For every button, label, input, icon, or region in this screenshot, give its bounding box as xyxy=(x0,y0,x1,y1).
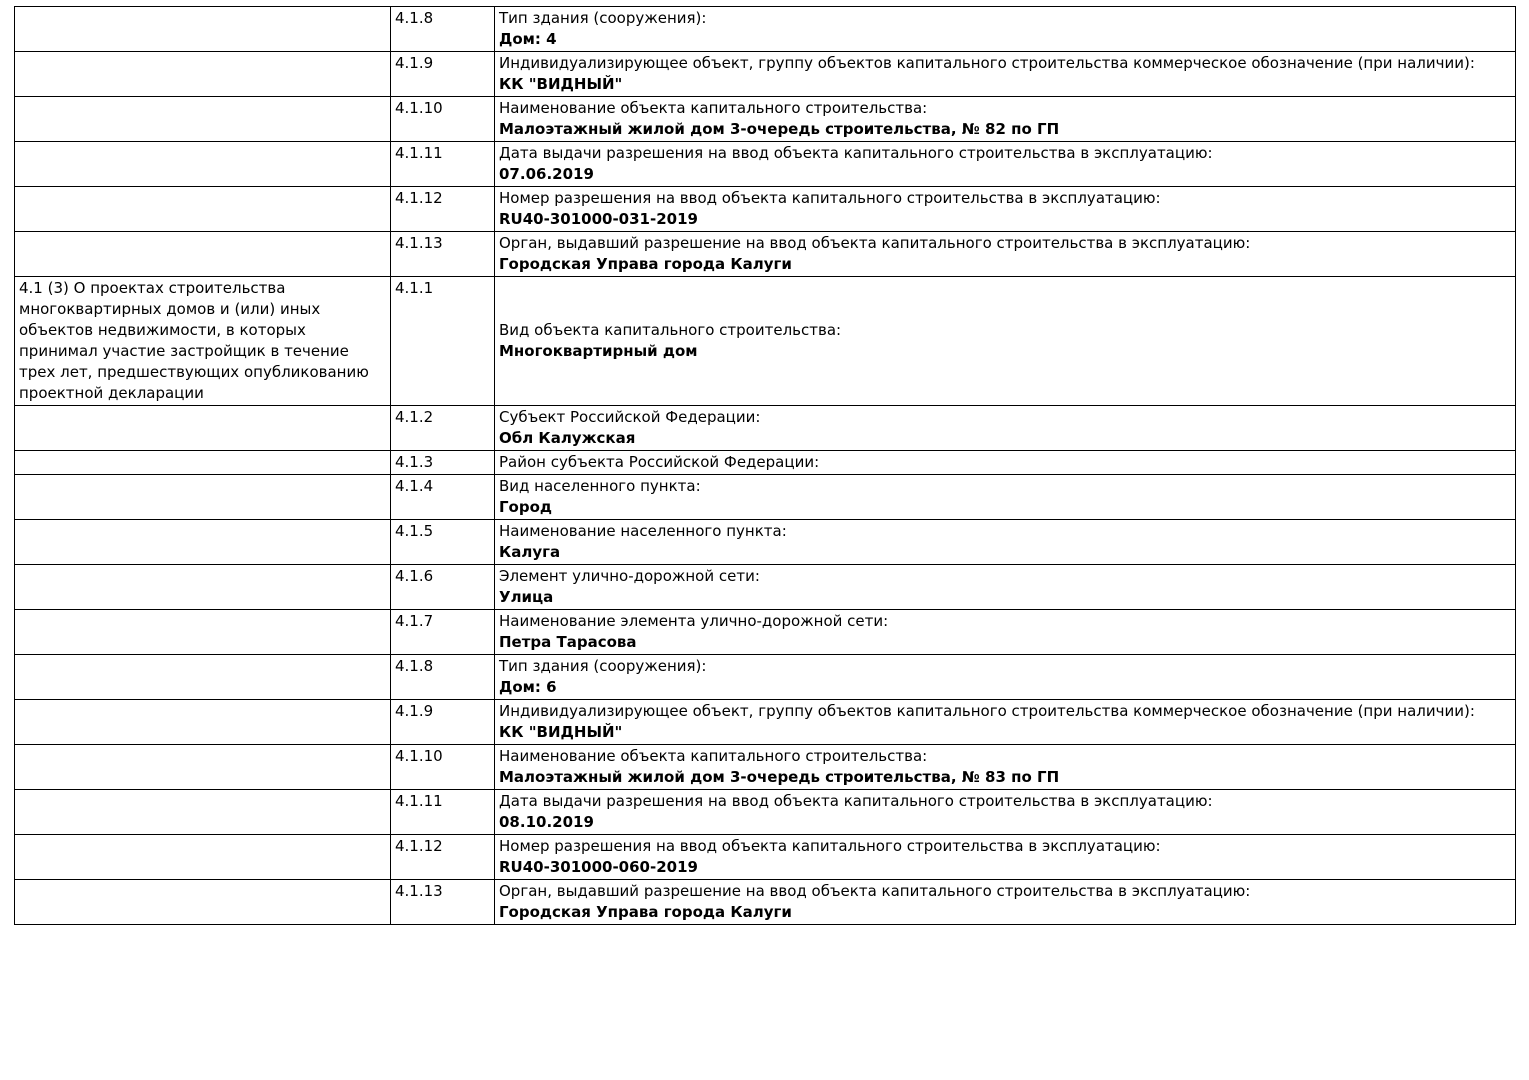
field-value: Калуга xyxy=(499,543,561,561)
table-row xyxy=(15,277,1516,406)
declaration-table-body xyxy=(15,7,1516,925)
code-cell: 4.1.2 xyxy=(391,406,495,451)
table-row xyxy=(15,142,1516,187)
field-label: Наименование объекта капитального строительства: xyxy=(499,747,928,765)
code-cell: 4.1.9 xyxy=(391,700,495,745)
field-value: Малоэтажный жилой дом 3-очередь строительства, № 83 по ГП xyxy=(499,768,1060,786)
field-label: Орган, выдавший разрешение на ввод объекта капитального строительства в эксплуатацию: xyxy=(499,234,1251,252)
field-value: Дом: 6 xyxy=(499,678,557,696)
content-cell xyxy=(495,52,1516,97)
code-cell: 4.1.6 xyxy=(391,565,495,610)
field-label: Район субъекта Российской Федерации: xyxy=(499,453,820,471)
content-cell xyxy=(495,835,1516,880)
field-value: Город xyxy=(499,498,553,516)
code-cell: 4.1.8 xyxy=(391,7,495,52)
section-cell xyxy=(15,187,391,232)
table-row xyxy=(15,187,1516,232)
section-cell xyxy=(15,97,391,142)
content-cell xyxy=(495,790,1516,835)
section-cell xyxy=(15,835,391,880)
field-value: КК "ВИДНЫЙ" xyxy=(499,75,623,93)
code-cell: 4.1.11 xyxy=(391,790,495,835)
field-label: Тип здания (сооружения): xyxy=(499,9,707,27)
section-cell xyxy=(15,406,391,451)
code-cell: 4.1.12 xyxy=(391,187,495,232)
field-value: КК "ВИДНЫЙ" xyxy=(499,723,623,741)
section-cell xyxy=(15,475,391,520)
field-value: RU40-301000-031-2019 xyxy=(499,210,698,228)
code-cell: 4.1.8 xyxy=(391,655,495,700)
content-cell xyxy=(495,451,1516,475)
content-cell xyxy=(495,655,1516,700)
field-label: Вид населенного пункта: xyxy=(499,477,701,495)
content-cell xyxy=(495,700,1516,745)
code-cell: 4.1.13 xyxy=(391,880,495,925)
content-cell xyxy=(495,232,1516,277)
content-cell xyxy=(495,97,1516,142)
field-value: RU40-301000-060-2019 xyxy=(499,858,698,876)
table-row xyxy=(15,700,1516,745)
section-cell xyxy=(15,7,391,52)
table-row xyxy=(15,451,1516,475)
section-cell xyxy=(15,142,391,187)
table-row xyxy=(15,520,1516,565)
field-label: Дата выдачи разрешения на ввод объекта капитального строительства в эксплуатацию: xyxy=(499,792,1213,810)
field-label: Орган, выдавший разрешение на ввод объекта капитального строительства в эксплуатацию: xyxy=(499,882,1251,900)
content-cell xyxy=(495,187,1516,232)
section-cell xyxy=(15,610,391,655)
field-label: Наименование объекта капитального строительства: xyxy=(499,99,928,117)
code-cell: 4.1.9 xyxy=(391,52,495,97)
section-cell xyxy=(15,52,391,97)
code-cell: 4.1.5 xyxy=(391,520,495,565)
table-row xyxy=(15,610,1516,655)
section-cell xyxy=(15,451,391,475)
table-row xyxy=(15,97,1516,142)
table-row xyxy=(15,835,1516,880)
field-label: Тип здания (сооружения): xyxy=(499,657,707,675)
section-cell xyxy=(15,520,391,565)
section-cell xyxy=(15,565,391,610)
section-cell xyxy=(15,790,391,835)
table-row xyxy=(15,880,1516,925)
content-cell xyxy=(495,610,1516,655)
field-value: Городская Управа города Калуги xyxy=(499,903,792,921)
content-cell xyxy=(495,745,1516,790)
section-cell: 4.1 (3) О проектах строительства многоквартирных домов и (или) иных объектов недвижимости, в которых принимал участие застройщик в течение трех лет, предшествующих опубликованию проектной декларации xyxy=(15,277,391,406)
section-cell xyxy=(15,700,391,745)
field-label: Наименование населенного пункта: xyxy=(499,522,787,540)
field-value: Дом: 4 xyxy=(499,30,557,48)
table-row xyxy=(15,52,1516,97)
code-cell: 4.1.1 xyxy=(391,277,495,406)
field-label: Номер разрешения на ввод объекта капитального строительства в эксплуатацию: xyxy=(499,189,1161,207)
field-value: Петра Тарасова xyxy=(499,633,637,651)
code-cell: 4.1.7 xyxy=(391,610,495,655)
field-value: 07.06.2019 xyxy=(499,165,594,183)
section-cell xyxy=(15,232,391,277)
section-cell xyxy=(15,880,391,925)
field-value: Многоквартирный дом xyxy=(499,342,698,360)
content-cell xyxy=(495,142,1516,187)
content-cell xyxy=(495,475,1516,520)
field-label: Наименование элемента улично-дорожной сети: xyxy=(499,612,889,630)
code-cell: 4.1.10 xyxy=(391,97,495,142)
content-cell xyxy=(495,277,1516,406)
field-label: Номер разрешения на ввод объекта капитального строительства в эксплуатацию: xyxy=(499,837,1161,855)
content-cell xyxy=(495,406,1516,451)
code-cell: 4.1.10 xyxy=(391,745,495,790)
table-row xyxy=(15,655,1516,700)
field-label: Индивидуализирующее объект, группу объектов капитального строительства коммерческое обозначение (при наличии): xyxy=(499,702,1475,720)
field-value: 08.10.2019 xyxy=(499,813,594,831)
field-value: Обл Калужская xyxy=(499,429,636,447)
field-label: Элемент улично-дорожной сети: xyxy=(499,567,760,585)
section-cell xyxy=(15,655,391,700)
code-cell: 4.1.12 xyxy=(391,835,495,880)
content-cell xyxy=(495,565,1516,610)
code-cell: 4.1.13 xyxy=(391,232,495,277)
content-cell xyxy=(495,520,1516,565)
content-cell xyxy=(495,7,1516,52)
table-row xyxy=(15,745,1516,790)
table-row xyxy=(15,475,1516,520)
section-cell xyxy=(15,745,391,790)
field-label: Дата выдачи разрешения на ввод объекта капитального строительства в эксплуатацию: xyxy=(499,144,1213,162)
field-label: Вид объекта капитального строительства: xyxy=(499,321,842,339)
field-label: Индивидуализирующее объект, группу объектов капитального строительства коммерческое обозначение (при наличии): xyxy=(499,54,1475,72)
table-row xyxy=(15,406,1516,451)
code-cell: 4.1.11 xyxy=(391,142,495,187)
content-cell xyxy=(495,880,1516,925)
field-label: Субъект Российской Федерации: xyxy=(499,408,761,426)
table-row xyxy=(15,232,1516,277)
table-row xyxy=(15,790,1516,835)
field-value: Городская Управа города Калуги xyxy=(499,255,792,273)
code-cell: 4.1.3 xyxy=(391,451,495,475)
code-cell: 4.1.4 xyxy=(391,475,495,520)
field-value: Улица xyxy=(499,588,554,606)
table-row xyxy=(15,565,1516,610)
field-value: Малоэтажный жилой дом 3-очередь строительства, № 82 по ГП xyxy=(499,120,1060,138)
declaration-table xyxy=(14,6,1516,925)
table-row xyxy=(15,7,1516,52)
